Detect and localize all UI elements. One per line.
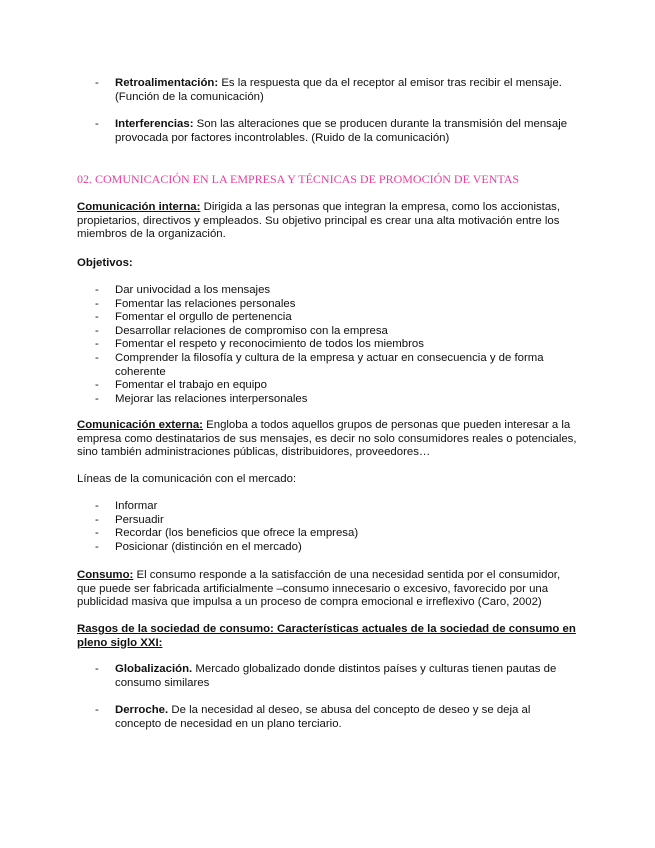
bullet-dash: - [95, 77, 99, 89]
feedback-paragraph [115, 77, 577, 104]
list-item: - Recordar (los beneficios que ofrece la empresa) [77, 527, 577, 541]
consumption-text: El consumo responde a la satisfacción de una necesidad sentida por el consumidor, que puede ser fabricada artificialmente –consumo innecesario o excesivo, favorecido por una publicidad masiva que impulsa a un proceso de compra emocional e irreflexivo (Caro, 2002) [77, 569, 561, 609]
waste-paragraph [115, 704, 577, 731]
list-item: - Dar univocidad a los mensajes [77, 284, 577, 298]
list-item: - Fomentar el respeto y reconocimiento de todos los miembros [77, 338, 577, 352]
list-item: - Fomentar el orgullo de pertenencia [77, 311, 577, 325]
list-item: - Persuadir [77, 514, 577, 528]
internal-paragraph [77, 201, 577, 242]
interference-text: Son las alteraciones que se producen durante la transmisión del mensaje provocada por factores incontrolables. (Ruido de la comunicación) [115, 118, 568, 144]
external-term: Comunicación externa: [77, 419, 203, 431]
waste-text: De la necesidad al deseo, se abusa del concepto de deseo y se deja al concepto de necesidad en un plano terciario. [115, 704, 531, 730]
waste-term: Derroche. [115, 704, 169, 716]
list-item: - Mejorar las relaciones interpersonales [77, 393, 577, 407]
interference-term: Interferencias: [115, 118, 194, 130]
interference-paragraph [115, 118, 577, 145]
market-title: Líneas de la comunicación con el mercado: [77, 473, 297, 485]
bullet-dash: - [95, 118, 99, 130]
internal-text: Dirigida a las personas que integran la empresa, como los accionistas, propietarios, directivos y empleados. Su objetivo principal es crear una alta motivación entre los miembros de la organización. [77, 201, 561, 241]
objectives-title: Objetivos: [77, 257, 133, 269]
list-item: - Informar [77, 500, 577, 514]
external-paragraph [77, 419, 577, 460]
waste-item [77, 704, 577, 731]
feedback-text: Es la respuesta que da el receptor al emisor tras recibir el mensaje. (Función de la comunicación) [115, 77, 562, 103]
traits-heading: Rasgos de la sociedad de consumo: Características actuales de la sociedad de consumo en pleno siglo XXI: [77, 623, 576, 649]
list-item: - Fomentar las relaciones personales [77, 298, 577, 312]
internal-term: Comunicación interna: [77, 201, 201, 213]
feedback-item [77, 77, 577, 104]
globalization-paragraph [115, 663, 577, 690]
external-text: Engloba a todos aquellos grupos de personas que pueden interesar a la empresa como destinatarios de sus mensajes, es decir no solo consumidores reales o potenciales, sino también administraciones públicas, distribuidores, proveedores… [77, 419, 577, 459]
consumption-paragraph [77, 569, 577, 610]
feedback-term: Retroalimentación: [115, 77, 219, 89]
bullet-dash: - [95, 663, 99, 675]
market-list [77, 500, 577, 554]
bullet-dash: - [95, 704, 99, 716]
section-heading: 02. COMUNICACIÓN EN LA EMPRESA Y TÉCNICAS DE PROMOCIÓN DE VENTAS [77, 172, 520, 186]
globalization-term: Globalización. [115, 663, 193, 675]
interference-item [77, 118, 577, 145]
list-item: - Comprender la filosofía y cultura de la empresa y actuar en consecuencia y de forma coherente [77, 352, 577, 379]
globalization-item [77, 663, 577, 690]
list-item: - Desarrollar relaciones de compromiso con la empresa [77, 325, 577, 339]
list-item: - Fomentar el trabajo en equipo [77, 379, 577, 393]
list-item: - Posicionar (distinción en el mercado) [77, 541, 577, 555]
objectives-list [77, 284, 577, 406]
globalization-text: Mercado globalizado donde distintos países y culturas tienen pautas de consumo similares [115, 663, 557, 689]
consumption-term: Consumo: [77, 569, 134, 581]
